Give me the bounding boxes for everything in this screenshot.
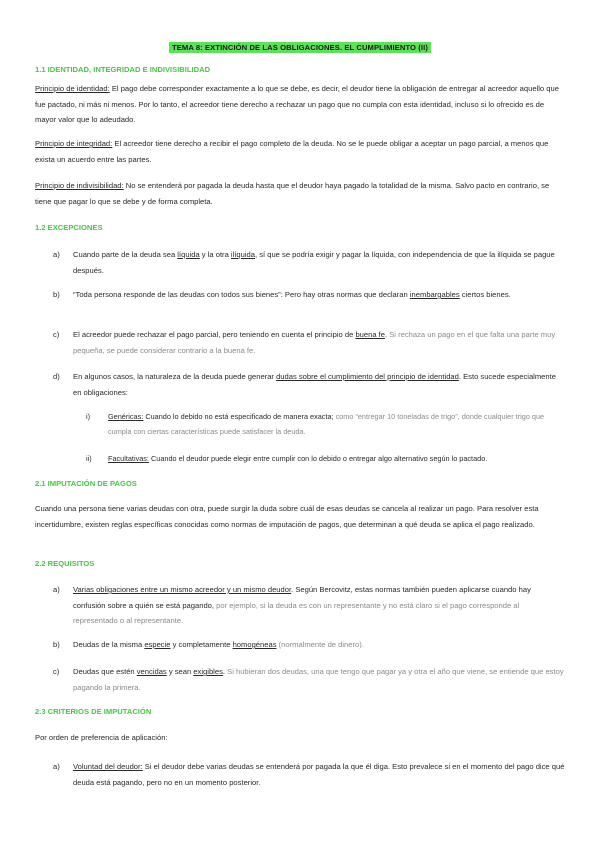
- term-inembargables: inembargables: [409, 290, 460, 299]
- text: Cuando parte de la deuda sea: [73, 250, 178, 259]
- term-dudas: dudas sobre el cumplimiento del principio de identidad: [276, 372, 459, 381]
- term-indivisibilidad: Principio de indivisibilidad:: [35, 181, 124, 190]
- term-genericas: Genéricas:: [108, 412, 144, 421]
- list-marker-a: a): [53, 250, 60, 259]
- example-text: Si rechaza un pago en el que falta una parte muy pequeña, se puede considerar contrario a la buena fe.: [73, 330, 556, 355]
- text: En algunos casos, la naturaleza de la deuda puede generar: [73, 372, 277, 381]
- term-identidad: Principio de identidad:: [35, 84, 110, 93]
- example-text: (normalmente de dinero).: [276, 640, 364, 649]
- text: Cuando lo debido no está especificado de manera exacta;: [143, 412, 336, 421]
- term-integridad: Principio de integridad:: [35, 139, 113, 148]
- term-buena-fe: buena fe: [355, 330, 385, 339]
- text: Si el deudor debe varias deudas se entenderá por pagada la que él diga. Esto prevalece si en el momento del pago dice qué deuda está pagando, pero no en un momento posterior.: [73, 762, 565, 787]
- heading-criterios: 2.3 CRITERIOS DE IMPUTACIÓN: [35, 707, 152, 716]
- list-item-a: [73, 582, 565, 629]
- list-marker-a: a): [53, 585, 60, 594]
- list-item-a: [73, 759, 565, 790]
- heading-identidad: 1.1 IDENTIDAD, INTEGRIDAD E INDIVISIBILIDAD: [35, 65, 211, 74]
- text-identidad: El pago debe corresponder exactamente a lo que se debe, es decir, el deudor tiene la obligación de entregar al acreedor aquello que fue pactado, ni más ni menos. Por lo tanto, el acreedor tiene derecho a rechazar un pago que no cumpla con esta identidad, incluso si lo ofrecido es de mayor valor que lo adeudado.: [35, 84, 559, 124]
- list-marker-b: b): [53, 640, 60, 649]
- list-item-b: [73, 637, 565, 653]
- text: El acreedor puede rechazar el pago parcial, pero teniendo en cuenta el principio de: [73, 330, 356, 339]
- sublist-item-i: [108, 410, 565, 439]
- text: .: [222, 667, 228, 676]
- heading-imputacion: 2.1 IMPUTACIÓN DE PAGOS: [35, 479, 137, 488]
- list-marker-a: a): [53, 762, 60, 771]
- list-marker-c: c): [53, 667, 60, 676]
- text: . Esto sucede especialmente en obligaciones:: [73, 372, 556, 397]
- text: y completamente: [170, 640, 233, 649]
- text: y sean: [166, 667, 194, 676]
- term-iliquida: ilíquida: [230, 250, 255, 259]
- text: Deudas de la misma: [73, 640, 145, 649]
- title-wrap: [0, 37, 600, 55]
- term-vencidas: vencidas: [136, 667, 167, 676]
- text: , sí que se podría exigir y pagar la líquida, con independencia de que la ilíquida se pague después.: [73, 250, 555, 275]
- paragraph-integridad: [35, 136, 565, 167]
- text: .: [385, 330, 390, 339]
- heading-requisitos: 2.2 REQUISITOS: [35, 559, 95, 568]
- text-integridad: El acreedor tiene derecho a recibir el pago completo de la deuda. No se le puede obligar a aceptar un pago parcial, a menos que exista un acuerdo entre las partes.: [35, 139, 549, 164]
- text: . Según Bercovitz, estas normas también pueden aplicarse cuando hay confusión sobre a quién se está pagando,: [73, 585, 531, 610]
- term-liquida: líquida: [177, 250, 200, 259]
- paragraph-imputacion: Cuando una persona tiene varias deudas con otra, puede surgir la duda sobre cuál de esas deudas se cancela al realizar un pago. Para resolver esta incertidumbre, existen reglas específicas conocidas como normas de imputación de pagos, que determinan a qué deuda se aplica el pago realizado.: [35, 504, 539, 529]
- text: ciertos bienes.: [459, 290, 511, 299]
- list-marker-b: b): [53, 290, 60, 299]
- text: “Toda persona responde de las deudas con todos sus bienes”: Pero hay otras normas que declaran: [73, 290, 410, 299]
- text: y la otra: [199, 250, 231, 259]
- term-exigibles: exigibles: [193, 667, 223, 676]
- paragraph-identidad: [35, 81, 565, 128]
- sublist-marker-ii: ii): [86, 454, 92, 463]
- document-title: TEMA 8: EXTINCIÓN DE LAS OBLIGACIONES. EL CUMPLIMIENTO (II): [169, 42, 431, 53]
- sublist-marker-i: i): [86, 412, 91, 421]
- list-item-c: [73, 327, 565, 358]
- list-item-b: [73, 287, 565, 303]
- sublist-item-ii: [108, 452, 565, 467]
- text: Cuando el deudor puede elegir entre cumplir con lo debido o entregar algo alternativo según lo pactado.: [148, 454, 488, 463]
- example-text: como “entregar 10 toneladas de trigo”, donde cualquier trigo que cumpla con ciertas características puede satisfacer la deuda.: [108, 412, 545, 436]
- list-item-a: [73, 247, 565, 278]
- example-text: Si hubieran dos deudas, una que tengo que pagar ya y otra el año que viene, se entiende que estoy pagando la primera.: [73, 667, 564, 692]
- heading-excepciones: 1.2 EXCEPCIONES: [35, 223, 103, 232]
- paragraph-criterios-intro: Por orden de preferencia de aplicación:: [35, 733, 168, 742]
- term-facultativas: Facultativas:: [108, 454, 149, 463]
- paragraph-indivisibilidad: [35, 178, 565, 209]
- list-item-d: [73, 369, 565, 400]
- term-varias-obligaciones: Varias obligaciones entre un mismo acreedor y un mismo deudor: [73, 585, 292, 594]
- text-indivisibilidad: No se entenderá por pagada la deuda hasta que el deudor haya pagado la totalidad de la misma. Salvo pacto en contrario, se tiene que pagar lo que se debe y de forma completa.: [35, 181, 550, 206]
- term-voluntad-deudor: Voluntad del deudor:: [73, 762, 143, 771]
- list-item-c: [73, 664, 565, 695]
- list-marker-c: c): [53, 330, 60, 339]
- term-homogeneas: homogéneas: [232, 640, 277, 649]
- list-marker-d: d): [53, 372, 60, 381]
- text: Deudas que estén: [73, 667, 137, 676]
- term-especie: especie: [144, 640, 171, 649]
- example-text: por ejemplo, si la deuda es con un representante y no está claro si el pago corresponde al representado o al representante.: [73, 600, 520, 625]
